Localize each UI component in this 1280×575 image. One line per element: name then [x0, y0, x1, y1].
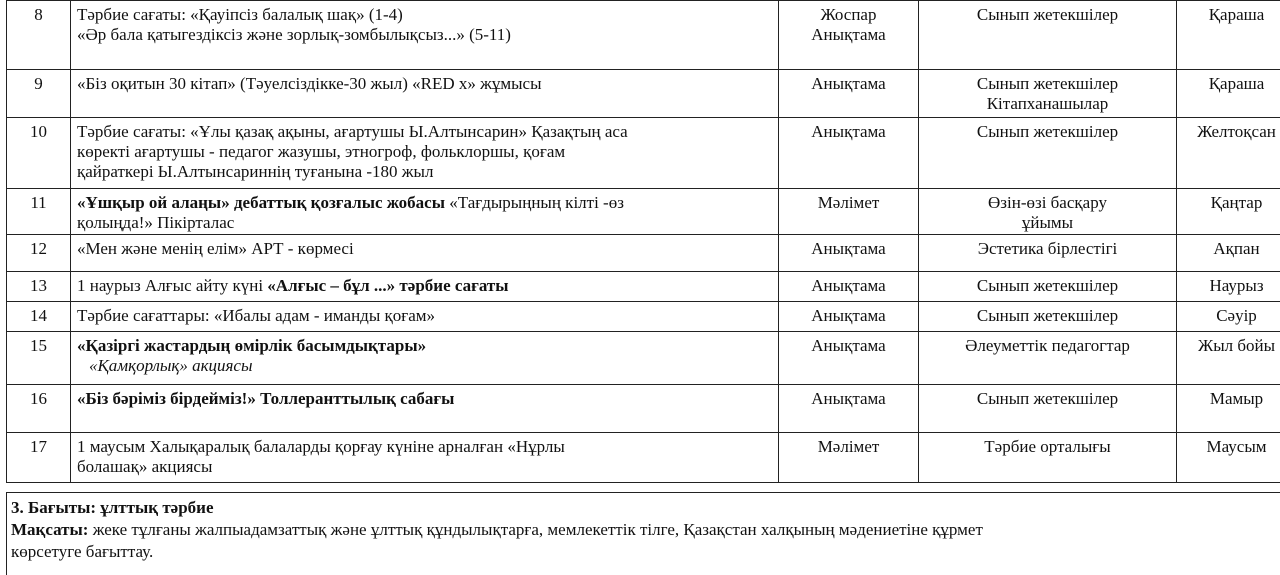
- responsible-line: Өзін-өзі басқару: [988, 193, 1107, 212]
- event-line: [77, 389, 772, 409]
- form-cell: [779, 332, 919, 385]
- event-bold-text: «Алғыс – бұл ...» тәрбие сағаты: [267, 276, 509, 295]
- form-cell: [779, 1, 919, 70]
- form-cell: [779, 118, 919, 189]
- plan-table: [6, 0, 1280, 483]
- event-line: [77, 239, 772, 259]
- event-line: [77, 25, 772, 45]
- responsible-line: Сынып жетекшілер: [976, 74, 1119, 93]
- event-text: «Мен және менің елім» АРТ - көрмесі: [77, 239, 354, 258]
- form-line: Анықтама: [811, 336, 886, 355]
- row-number: 11: [7, 189, 71, 235]
- event-line: [77, 457, 772, 477]
- responsible-line: Сынып жетекшілер: [976, 5, 1119, 24]
- event-text: Тәрбие сағаты: «Қауіпсіз балалық шақ» (1-4): [77, 5, 403, 24]
- event-text: «Әр бала қатыгездіксіз және зорлық-зомбылықсыз...» (5-11): [77, 25, 511, 44]
- table-row: [7, 1, 1280, 70]
- event-cell: [71, 302, 779, 332]
- event-line: [77, 276, 772, 296]
- event-cell: [71, 118, 779, 189]
- responsible-line: Тәрбие орталығы: [984, 437, 1111, 456]
- event-bold-text: «Ұшқыр ой алаңы» дебаттық қозғалыс жобасы: [77, 193, 445, 212]
- table-row: [7, 433, 1280, 483]
- row-number: 15: [7, 332, 71, 385]
- responsible-cell: [919, 189, 1177, 235]
- form-line: Анықтама: [811, 25, 886, 44]
- form-cell: [779, 433, 919, 483]
- deadline-cell: Қаңтар: [1177, 189, 1280, 235]
- responsible-line: Сынып жетекшілер: [976, 122, 1119, 141]
- event-line: [77, 336, 772, 356]
- responsible-cell: [919, 385, 1177, 433]
- responsible-line: Әлеуметтік педагогтар: [965, 336, 1130, 355]
- event-cell: [71, 332, 779, 385]
- event-cell: [71, 235, 779, 272]
- event-text: 1 маусым Халықаралық балаларды қорғау күніне арналған «Нұрлы: [77, 437, 565, 456]
- responsible-line: Сынып жетекшілер: [976, 276, 1119, 295]
- table-row: [7, 302, 1280, 332]
- form-line: Анықтама: [811, 276, 886, 295]
- row-number: 13: [7, 272, 71, 302]
- row-number: 8: [7, 1, 71, 70]
- event-text: қайраткері Ы.Алтынсариннің туғанына -180 жыл: [77, 162, 434, 181]
- table-row: [7, 385, 1280, 433]
- form-line: Жоспар: [820, 5, 877, 24]
- form-line: Анықтама: [811, 389, 886, 408]
- responsible-line: ұйымы: [1021, 213, 1074, 232]
- event-line: [77, 437, 772, 457]
- responsible-cell: [919, 235, 1177, 272]
- form-line: Анықтама: [811, 74, 886, 93]
- event-text: көректі ағартушы - педагог жазушы, этногроф, фольклоршы, қоғам: [77, 142, 566, 161]
- event-line: [77, 193, 772, 213]
- event-line: [77, 74, 772, 94]
- responsible-cell: [919, 302, 1177, 332]
- event-line: [77, 356, 772, 376]
- event-text: «Біз оқитын 30 кітап» (Тәуелсіздікке-30 жыл) «RED x» жұмысы: [77, 74, 542, 93]
- event-bold-text: «Қазіргі жастардың өмірлік басымдықтары»: [77, 336, 427, 355]
- section-goal-line-2: көрсетуге бағыттау.: [11, 542, 154, 561]
- event-italic-text: «Қамқорлық» акциясы: [89, 356, 253, 375]
- responsible-cell: [919, 118, 1177, 189]
- row-number: 14: [7, 302, 71, 332]
- table-row: [7, 118, 1280, 189]
- event-line: [77, 142, 772, 162]
- form-line: Мәлімет: [817, 437, 880, 456]
- responsible-cell: [919, 70, 1177, 118]
- event-cell: [71, 272, 779, 302]
- deadline-cell: Наурыз: [1177, 272, 1280, 302]
- responsible-line: Эстетика бірлестігі: [977, 239, 1118, 258]
- deadline-cell: Ақпан: [1177, 235, 1280, 272]
- deadline-cell: Маусым: [1177, 433, 1280, 483]
- row-number: 12: [7, 235, 71, 272]
- event-cell: [71, 189, 779, 235]
- responsible-line: Сынып жетекшілер: [976, 389, 1119, 408]
- table-row: [7, 70, 1280, 118]
- row-number: 9: [7, 70, 71, 118]
- deadline-cell: Қараша: [1177, 1, 1280, 70]
- goal-text: жеке тұлғаны жалпыадамзаттық және ұлттық құндылықтарға, мемлекеттік тілге, Қазақстан халқының мәдениетіне құрмет: [88, 520, 983, 539]
- event-bold-text: «Біз бәріміз бірдейміз!» Толлеранттылық сабағы: [77, 389, 455, 408]
- event-line: [77, 162, 772, 182]
- form-line: Анықтама: [811, 122, 886, 141]
- row-number: 16: [7, 385, 71, 433]
- form-line: Мәлімет: [817, 193, 880, 212]
- event-cell: [71, 385, 779, 433]
- event-text: Тәрбие сағаты: «Ұлы қазақ ақыны, ағартушы Ы.Алтынсарин» Қазақтың аса: [77, 122, 628, 141]
- section-block: [6, 492, 1280, 575]
- deadline-cell: Мамыр: [1177, 385, 1280, 433]
- form-cell: [779, 385, 919, 433]
- form-line: Анықтама: [811, 306, 886, 325]
- plan-table-body: [7, 1, 1280, 483]
- goal-label: Мақсаты:: [11, 520, 89, 539]
- event-cell: [71, 1, 779, 70]
- section-heading: 3. Бағыты: ұлттық тәрбие: [11, 498, 214, 517]
- deadline-cell: Сәуір: [1177, 302, 1280, 332]
- event-cell: [71, 433, 779, 483]
- event-text: болашақ» акциясы: [77, 457, 213, 476]
- event-line: [77, 213, 772, 233]
- form-cell: [779, 189, 919, 235]
- event-text: Тәрбие сағаттары: «Ибалы адам - иманды қоғам»: [77, 306, 436, 325]
- event-cell: [71, 70, 779, 118]
- event-text: «Тағдырыңның кілті -өз: [445, 193, 624, 212]
- responsible-line: Кітапханашылар: [986, 94, 1109, 113]
- deadline-cell: Желтоқсан: [1177, 118, 1280, 189]
- responsible-cell: [919, 433, 1177, 483]
- event-line: [77, 5, 772, 25]
- event-line: [77, 122, 772, 142]
- table-row: [7, 235, 1280, 272]
- deadline-cell: Жыл бойы: [1177, 332, 1280, 385]
- form-cell: [779, 70, 919, 118]
- table-row: [7, 272, 1280, 302]
- responsible-cell: [919, 332, 1177, 385]
- row-number: 10: [7, 118, 71, 189]
- responsible-cell: [919, 1, 1177, 70]
- section-goal-line: [11, 519, 1280, 541]
- table-row: [7, 332, 1280, 385]
- table-row: [7, 189, 1280, 235]
- deadline-cell: Қараша: [1177, 70, 1280, 118]
- responsible-line: Сынып жетекшілер: [976, 306, 1119, 325]
- event-text: қолыңда!» Пікірталас: [77, 213, 235, 232]
- row-number: 17: [7, 433, 71, 483]
- form-cell: [779, 302, 919, 332]
- form-cell: [779, 272, 919, 302]
- responsible-cell: [919, 272, 1177, 302]
- event-text: 1 наурыз Алғыс айту күні: [77, 276, 268, 295]
- event-line: [77, 306, 772, 326]
- form-line: Анықтама: [811, 239, 886, 258]
- form-cell: [779, 235, 919, 272]
